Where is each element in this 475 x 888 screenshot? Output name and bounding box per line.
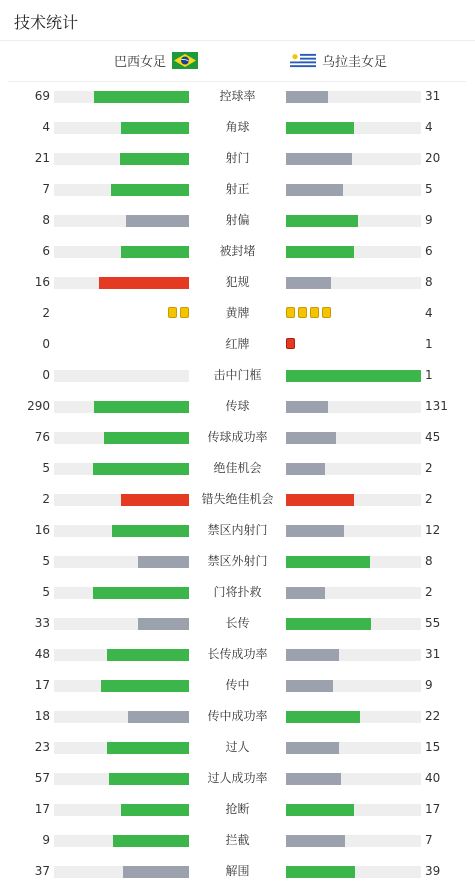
home-bar-fill xyxy=(99,277,189,289)
stat-label: 抢断 xyxy=(225,802,250,816)
home-value: 5 xyxy=(42,461,50,475)
away-value: 45 xyxy=(425,430,441,444)
away-bar-fill xyxy=(286,277,331,289)
stat-label: 传球 xyxy=(225,399,250,413)
stat-row xyxy=(0,112,475,143)
away-value: 5 xyxy=(425,182,433,196)
page-title: 技术统计 xyxy=(14,13,79,32)
away-bar-track xyxy=(286,804,421,816)
stat-label: 门将扑救 xyxy=(213,585,262,599)
away-bar-track xyxy=(286,494,421,506)
away-value: 55 xyxy=(425,616,441,630)
away-bar-fill xyxy=(286,122,354,134)
home-bar-track xyxy=(54,122,189,134)
stat-row xyxy=(0,794,475,825)
stat-label: 长传 xyxy=(225,616,250,630)
away-bar-fill xyxy=(286,494,354,506)
stat-row xyxy=(0,143,475,174)
away-bar-fill xyxy=(286,773,341,785)
stat-label: 错失绝佳机会 xyxy=(201,492,274,506)
stat-label: 传球成功率 xyxy=(207,430,268,444)
home-bar-track xyxy=(54,711,189,723)
home-bar-fill xyxy=(94,401,189,413)
home-bar-track xyxy=(54,649,189,661)
home-bar-track xyxy=(54,184,189,196)
home-bar-track xyxy=(54,525,189,537)
home-bar-fill xyxy=(112,525,189,537)
stat-row xyxy=(0,515,475,546)
home-bar-track xyxy=(54,153,189,165)
away-value: 31 xyxy=(425,647,441,661)
home-team-name: 巴西女足 xyxy=(114,55,167,70)
stat-row xyxy=(0,763,475,794)
away-bar-track xyxy=(286,184,421,196)
stat-label: 过人 xyxy=(225,740,250,754)
home-value: 5 xyxy=(42,585,50,599)
home-bar-fill xyxy=(93,587,189,599)
home-bar-fill xyxy=(128,711,189,723)
away-bar-track xyxy=(286,91,421,103)
stat-label: 击中门框 xyxy=(213,368,262,382)
away-value: 39 xyxy=(425,864,441,878)
away-value: 20 xyxy=(425,151,441,165)
stat-row xyxy=(0,825,475,856)
stat-label: 被封堵 xyxy=(219,244,256,258)
stat-label: 射正 xyxy=(225,182,250,196)
away-bar-fill xyxy=(286,556,370,568)
away-bar-track xyxy=(286,153,421,165)
away-value: 2 xyxy=(425,585,433,599)
away-bar-fill xyxy=(286,587,325,599)
away-value: 131 xyxy=(425,399,448,413)
home-bar-fill xyxy=(121,804,189,816)
away-bar-fill xyxy=(286,432,336,444)
home-value: 23 xyxy=(34,740,50,754)
home-value: 6 xyxy=(42,244,50,258)
home-bar-track xyxy=(54,91,189,103)
stat-row xyxy=(0,577,475,608)
stat-row xyxy=(0,360,475,391)
stat-row xyxy=(0,81,475,112)
away-bar-fill xyxy=(286,525,344,537)
away-value: 15 xyxy=(425,740,441,754)
home-bar-track xyxy=(54,742,189,754)
away-value: 40 xyxy=(425,771,441,785)
away-bar-fill xyxy=(286,866,355,878)
stat-label: 角球 xyxy=(225,120,250,134)
home-value: 0 xyxy=(42,337,50,351)
stat-label: 禁区内射门 xyxy=(207,523,268,537)
home-value: 4 xyxy=(42,120,50,134)
stat-row xyxy=(0,608,475,639)
away-bar-fill xyxy=(286,742,339,754)
stat-row xyxy=(0,670,475,701)
home-bar-fill xyxy=(126,215,189,227)
yellow-card-icon xyxy=(322,307,331,318)
home-value: 17 xyxy=(34,678,50,692)
away-bar-fill xyxy=(286,649,339,661)
home-bar-fill xyxy=(104,432,189,444)
home-bar-fill xyxy=(121,494,189,506)
stat-row xyxy=(0,267,475,298)
home-bar-fill xyxy=(113,835,189,847)
away-bar-track xyxy=(286,122,421,134)
home-value: 16 xyxy=(34,275,50,289)
home-bar-track xyxy=(54,215,189,227)
away-bar-track xyxy=(286,215,421,227)
home-bar-fill xyxy=(121,122,189,134)
home-value: 48 xyxy=(34,647,50,661)
home-bar-fill xyxy=(111,184,189,196)
yellow-card-icon xyxy=(310,307,319,318)
away-bar-track xyxy=(286,463,421,475)
away-team[interactable] xyxy=(290,51,387,70)
home-value: 5 xyxy=(42,554,50,568)
away-value: 8 xyxy=(425,554,433,568)
stat-row xyxy=(0,391,475,422)
home-yellow-cards xyxy=(168,307,189,320)
away-bar-track xyxy=(286,835,421,847)
stat-row xyxy=(0,484,475,515)
home-bar-fill xyxy=(120,153,189,165)
away-value: 12 xyxy=(425,523,441,537)
home-value: 69 xyxy=(34,89,50,103)
stat-label: 绝佳机会 xyxy=(213,461,262,475)
away-value: 2 xyxy=(425,492,433,506)
stat-label: 传中 xyxy=(225,678,250,692)
away-value: 6 xyxy=(425,244,433,258)
away-bar-fill xyxy=(286,370,421,382)
away-value: 1 xyxy=(425,337,433,351)
stat-row xyxy=(0,174,475,205)
uruguay-flag-icon xyxy=(290,52,316,69)
home-bar-fill xyxy=(93,463,189,475)
yellow-card-icon xyxy=(286,307,295,318)
home-value: 76 xyxy=(34,430,50,444)
home-bar-track xyxy=(54,277,189,289)
stat-row xyxy=(0,298,475,329)
away-value: 7 xyxy=(425,833,433,847)
stat-row xyxy=(0,732,475,763)
team-header xyxy=(8,41,466,82)
home-value: 18 xyxy=(34,709,50,723)
away-value: 8 xyxy=(425,275,433,289)
away-bar-track xyxy=(286,587,421,599)
away-team-name: 乌拉圭女足 xyxy=(322,55,388,70)
stat-row xyxy=(0,701,475,732)
home-bar-fill xyxy=(121,246,189,258)
home-value: 0 xyxy=(42,368,50,382)
home-bar-track xyxy=(54,494,189,506)
red-card-icon xyxy=(286,338,295,349)
stat-row xyxy=(0,546,475,577)
home-bar-fill xyxy=(94,91,189,103)
away-bar-track xyxy=(286,556,421,568)
home-bar-fill xyxy=(101,680,189,692)
stat-label: 红牌 xyxy=(225,337,250,351)
home-value: 8 xyxy=(42,213,50,227)
home-value: 2 xyxy=(42,306,50,320)
away-bar-track xyxy=(286,432,421,444)
stat-label: 解围 xyxy=(225,864,250,878)
away-value: 1 xyxy=(425,368,433,382)
stat-label: 过人成功率 xyxy=(207,771,268,785)
away-bar-track xyxy=(286,401,421,413)
away-bar-track xyxy=(286,246,421,258)
yellow-card-icon xyxy=(180,307,189,318)
stat-row xyxy=(0,856,475,887)
home-bar-fill xyxy=(109,773,189,785)
stat-row xyxy=(0,453,475,484)
away-bar-fill xyxy=(286,184,343,196)
home-bar-track xyxy=(54,432,189,444)
stat-label: 射偏 xyxy=(225,213,250,227)
home-bar-track xyxy=(54,401,189,413)
away-bar-fill xyxy=(286,618,371,630)
home-bar-track xyxy=(54,804,189,816)
home-bar-fill xyxy=(123,866,189,878)
stat-label: 黄牌 xyxy=(225,306,250,320)
away-bar-fill xyxy=(286,401,328,413)
home-team[interactable] xyxy=(114,51,198,70)
away-value: 4 xyxy=(425,306,433,320)
home-bar-track xyxy=(54,587,189,599)
away-value: 9 xyxy=(425,678,433,692)
stat-row xyxy=(0,329,475,360)
home-bar-fill xyxy=(138,618,189,630)
stat-row xyxy=(0,422,475,453)
stat-label: 射门 xyxy=(225,151,250,165)
stat-label: 犯规 xyxy=(225,275,250,289)
away-bar-fill xyxy=(286,804,354,816)
home-bar-fill xyxy=(138,556,189,568)
away-bar-fill xyxy=(286,91,328,103)
home-value: 57 xyxy=(34,771,50,785)
home-value: 33 xyxy=(34,616,50,630)
home-value: 37 xyxy=(34,864,50,878)
away-value: 31 xyxy=(425,89,441,103)
away-bar-fill xyxy=(286,463,325,475)
away-bar-track xyxy=(286,649,421,661)
away-yellow-cards xyxy=(286,307,331,320)
away-bar-track xyxy=(286,742,421,754)
stat-label: 禁区外射门 xyxy=(207,554,268,568)
away-bar-track xyxy=(286,773,421,785)
home-bar-track xyxy=(54,556,189,568)
home-bar-track xyxy=(54,370,189,382)
home-bar-fill xyxy=(107,742,189,754)
away-bar-track xyxy=(286,711,421,723)
home-value: 2 xyxy=(42,492,50,506)
away-value: 22 xyxy=(425,709,441,723)
away-bar-fill xyxy=(286,153,352,165)
away-bar-track xyxy=(286,866,421,878)
home-value: 17 xyxy=(34,802,50,816)
home-value: 7 xyxy=(42,182,50,196)
home-bar-fill xyxy=(107,649,189,661)
away-value: 4 xyxy=(425,120,433,134)
away-value: 9 xyxy=(425,213,433,227)
stat-row xyxy=(0,639,475,670)
away-bar-track xyxy=(286,370,421,382)
away-value: 17 xyxy=(425,802,441,816)
home-value: 16 xyxy=(34,523,50,537)
away-bar-fill xyxy=(286,711,360,723)
stat-row xyxy=(0,236,475,267)
yellow-card-icon xyxy=(168,307,177,318)
home-bar-track xyxy=(54,680,189,692)
away-bar-fill xyxy=(286,835,345,847)
stat-label: 拦截 xyxy=(225,833,250,847)
stat-row xyxy=(0,205,475,236)
home-value: 9 xyxy=(42,833,50,847)
away-bar-fill xyxy=(286,215,358,227)
away-bar-track xyxy=(286,277,421,289)
home-bar-track xyxy=(54,618,189,630)
stat-label: 控球率 xyxy=(219,89,256,103)
home-bar-track xyxy=(54,246,189,258)
home-value: 290 xyxy=(27,399,50,413)
home-bar-track xyxy=(54,773,189,785)
home-value: 21 xyxy=(34,151,50,165)
yellow-card-icon xyxy=(298,307,307,318)
away-bar-track xyxy=(286,680,421,692)
home-bar-track xyxy=(54,835,189,847)
home-bar-track xyxy=(54,463,189,475)
title-bar xyxy=(0,0,475,41)
stat-label: 传中成功率 xyxy=(207,709,268,723)
away-bar-fill xyxy=(286,246,354,258)
home-bar-track xyxy=(54,866,189,878)
away-red-cards xyxy=(286,338,295,351)
away-bar-track xyxy=(286,618,421,630)
stat-label: 长传成功率 xyxy=(207,647,268,661)
brazil-flag-icon xyxy=(172,52,198,69)
away-value: 2 xyxy=(425,461,433,475)
away-bar-track xyxy=(286,525,421,537)
away-bar-fill xyxy=(286,680,333,692)
